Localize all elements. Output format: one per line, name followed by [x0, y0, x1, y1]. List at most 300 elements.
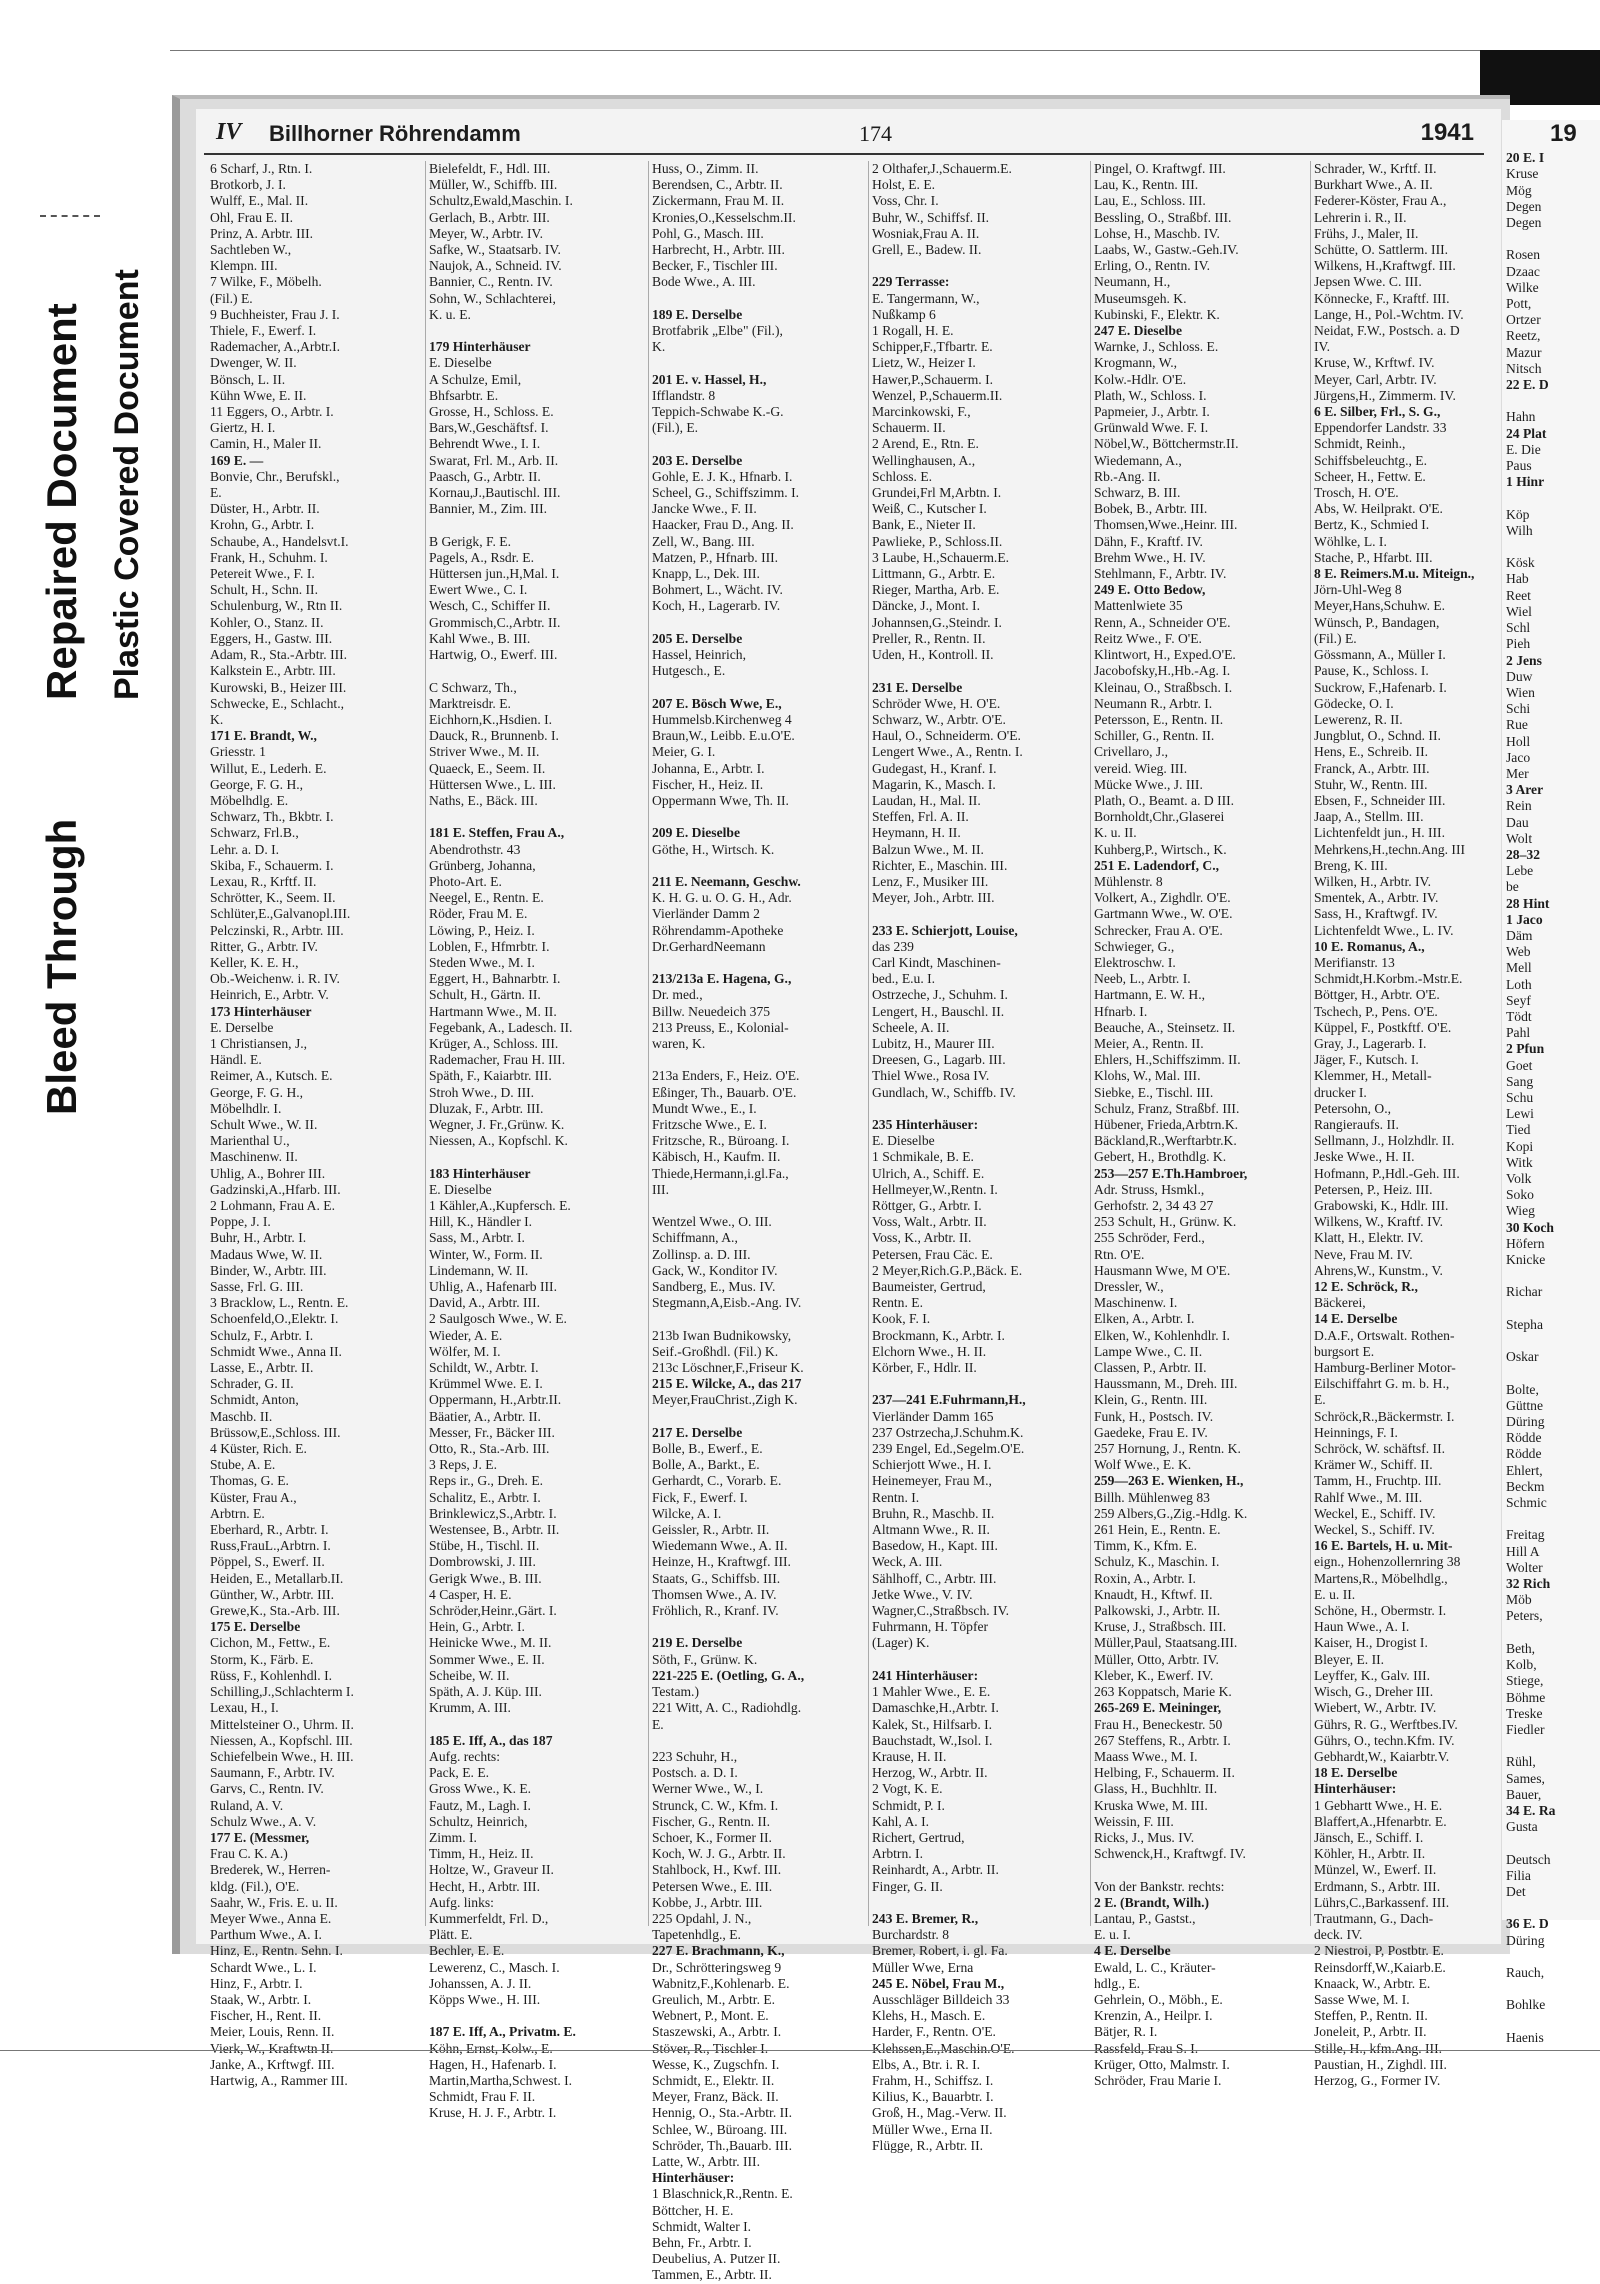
- entry-line: Dr., Schrötteringsweg 9: [652, 1959, 782, 1975]
- entry-line: Voss, Chr. I.: [872, 193, 939, 209]
- entry-line: Strunck, C. W., Kfm. I.: [652, 1797, 779, 1813]
- entry-line: (Fil.) E.: [210, 290, 253, 306]
- entry-line: Göthe, H., Wirtsch. K.: [652, 841, 775, 857]
- side-labels: [30, 230, 150, 1130]
- entry-line: Crivellaro, J.,: [1094, 744, 1168, 760]
- entry-line: 4 E. Derselbe: [1094, 1943, 1171, 1959]
- entry-line: Lampe Wwe., C. II.: [1094, 1343, 1203, 1359]
- entry-line: [429, 663, 644, 679]
- entry-line: Krüger, Otto, Malmstr. I.: [1094, 2056, 1230, 2072]
- entry-line: Baumeister, Gertrud,: [872, 1279, 986, 1295]
- entry-line: Klohs, W., Mal. III.: [1094, 1068, 1201, 1084]
- entry-line: Adam, R., Sta.-Arbtr. III.: [210, 647, 348, 663]
- entry-line: Heinrich, E., Arbtr. V.: [210, 987, 329, 1003]
- entry-line: Reps ir., G., Dreh. E.: [429, 1473, 544, 1489]
- entry-line: Fischer, G., Rentn. II.: [652, 1813, 771, 1829]
- entry-line: Schröder,Heinr.,Gärt. I.: [429, 1603, 557, 1619]
- entry-line: Küster, Frau A.,: [210, 1489, 297, 1505]
- entry-line: Hawer,P.,Schauerm. I.: [872, 371, 994, 387]
- adjacent-entry-line: Däm: [1506, 927, 1533, 943]
- entry-line: Hens, E., Schreib. II.: [1314, 744, 1429, 760]
- entry-line: Gührs, O., techn.Kfm. IV.: [1314, 1732, 1455, 1748]
- entry-line: 245 E. Nöbel, Frau M.,: [872, 1975, 1005, 1991]
- entry-line: [429, 517, 644, 533]
- entry-line: 241 Hinterhäuser:: [872, 1667, 979, 1683]
- entry-line: Harder, F., Rentn. O'E.: [872, 2024, 996, 2040]
- entry-line: Saumann, F., Arbtr. IV.: [210, 1765, 335, 1781]
- entry-line: [652, 1198, 867, 1214]
- entry-line: Brinklewicz,S.,Arbtr. I.: [429, 1505, 557, 1521]
- entry-line: Brotkorb, J. I.: [210, 177, 286, 193]
- entry-line: Reinhardt, A., Arbtr. II.: [872, 1862, 999, 1878]
- entry-line: Thiel Wwe., Rosa IV.: [872, 1068, 990, 1084]
- entry-line: Aufg. links:: [429, 1894, 494, 1910]
- entry-line: Braun,W., Leibb. E.u.O'E.: [652, 728, 795, 744]
- adjacent-entry-line: Böhme: [1506, 1689, 1546, 1705]
- adjacent-entry-line: Nitsch: [1506, 360, 1542, 376]
- entry-line: Rangieraufs. II.: [1314, 1116, 1399, 1132]
- entry-line: Bornholdt,Chr.,Glaserei: [1094, 809, 1225, 825]
- entry-line: 219 E. Derselbe: [652, 1635, 743, 1651]
- entry-line: 211 E. Neemann, Geschw.: [652, 873, 801, 889]
- entry-line: Beauche, A., Steinsetz. II.: [1094, 1019, 1236, 1035]
- entry-line: Schulz Wwe., A. V.: [210, 1813, 317, 1829]
- entry-line: Ifflandstr. 8: [652, 387, 716, 403]
- entry-line: Kruska Wwe, M. III.: [1094, 1797, 1208, 1813]
- entry-line: Schröck, W. schäftsf. II.: [1314, 1441, 1445, 1457]
- entry-line: Mühlenstr. 8: [1094, 873, 1163, 889]
- entry-line: Schaube, A., Handelsvt.I.: [210, 533, 349, 549]
- entry-line: E. u. I.: [1094, 1927, 1131, 1943]
- entry-line: Nöbel,W., Böttchermstr.II.: [1094, 436, 1239, 452]
- adjacent-entry-line: Seyf: [1506, 992, 1531, 1008]
- entry-line: Bohmert, L., Wächt. IV.: [652, 582, 783, 598]
- entry-line: Bleyer, E. II.: [1314, 1651, 1385, 1667]
- entry-line: Seif.-Großhdl. (Fil.) K.: [652, 1343, 779, 1359]
- adjacent-entry-line: 1 Hinr: [1506, 474, 1545, 490]
- entry-line: Eichhorn,K.,Hsdien. I.: [429, 711, 553, 727]
- entry-line: Schoenfeld,O.,Elektr. I.: [210, 1311, 339, 1327]
- repaired-document-label: Repaired Document: [38, 303, 85, 700]
- adjacent-entry-line: Kopi: [1506, 1138, 1534, 1154]
- entry-line: Voss, K., Arbtr. II.: [872, 1230, 972, 1246]
- entry-line: Wiedemann, A.,: [1094, 452, 1182, 468]
- entry-line: Jacobofsky,H.,Hb.-Ag. I.: [1094, 663, 1231, 679]
- adjacent-entry-line: Düring: [1506, 1932, 1545, 1948]
- entry-line: Kubinski, F., Elektr. K.: [1094, 306, 1220, 322]
- entry-line: 213 Preuss, E., Kolonial-: [652, 1019, 789, 1035]
- entry-line: Lasse, E., Arbtr. II.: [210, 1360, 314, 1376]
- entry-line: Von der Bankstr. rechts:: [1094, 1878, 1225, 1894]
- adjacent-entry-line: Wieg: [1506, 1203, 1535, 1219]
- entry-line: Schröck,R.,Bäckermstr. I.: [1314, 1408, 1455, 1424]
- entry-line: 257 Hornung, J., Rentn. K.: [1094, 1441, 1241, 1457]
- entry-line: Gebhardt,W., Kaiarbtr.V.: [1314, 1748, 1450, 1764]
- entry-line: Heymann, H. II.: [872, 825, 961, 841]
- entry-line: Lantau, P., Gastst.,: [1094, 1910, 1196, 1926]
- entry-line: Bäatier, A., Arbtr. II.: [429, 1408, 541, 1424]
- entry-line: Wesse, K., Zugschfn. I.: [652, 2056, 780, 2072]
- entry-line: 4 Casper, H. E.: [429, 1586, 512, 1602]
- entry-line: Uhlig, A., Bohrer III.: [210, 1165, 326, 1181]
- entry-line: Däncke, J., Mont. I.: [872, 598, 980, 614]
- entry-line: Arbtrn. E.: [210, 1505, 265, 1521]
- entry-line: Stache, P., Hfarbt. III.: [1314, 549, 1433, 565]
- entry-line: Papmeier, J., Arbtr. I.: [1094, 404, 1210, 420]
- directory-col3: [652, 161, 867, 2283]
- entry-line: Klehs, H., Masch. E.: [872, 2008, 986, 2024]
- entry-line: IV.: [1314, 339, 1330, 355]
- entry-line: Gundlach, W., Schiffb. IV.: [872, 1084, 1016, 1100]
- entry-line: [872, 258, 1087, 274]
- entry-line: Striver Wwe., M. II.: [429, 744, 540, 760]
- adjacent-entry-line: Witk: [1506, 1154, 1533, 1170]
- bleed-through-label: Bleed Through: [38, 818, 85, 1115]
- entry-line: Hartwig, A., Rammer III.: [210, 2072, 348, 2088]
- entry-line: Stehlmann, F., Arbtr. IV.: [1094, 566, 1227, 582]
- entry-line: Ob.-Weichenw. i. R. IV.: [210, 971, 340, 987]
- entry-line: Hofmann, P.,Hdl.-Geh. III.: [1314, 1165, 1460, 1181]
- entry-line: Neeb, L., Arbtr. I.: [1094, 971, 1191, 987]
- entry-line: Martin,Martha,Schwest. I.: [429, 2072, 573, 2088]
- entry-line: Werner Wwe., W., I.: [652, 1781, 764, 1797]
- entry-line: Naujok, A., Schneid. IV.: [429, 258, 562, 274]
- year-label: 1941: [1420, 119, 1474, 146]
- entry-line: bed., E.u. I.: [872, 971, 936, 987]
- entry-line: 2 Vogt, K. E.: [872, 1781, 943, 1797]
- entry-line: Hinterhäuser:: [652, 2170, 735, 2186]
- entry-line: Pack, E. E.: [429, 1765, 490, 1781]
- adjacent-entry-line: Web: [1506, 944, 1531, 960]
- entry-line: Ewert Wwe., C. I.: [429, 582, 528, 598]
- entry-line: 189 E. Derselbe: [652, 306, 743, 322]
- entry-line: vereid. Wieg. III.: [1094, 760, 1188, 776]
- adjacent-entry-line: Freitag: [1506, 1527, 1545, 1543]
- entry-line: Späth, A. J. Küp. III.: [429, 1684, 542, 1700]
- entry-line: Schöne, H., Obermstr. I.: [1314, 1603, 1447, 1619]
- entry-line: Kook, F. I.: [872, 1311, 931, 1327]
- entry-line: Kruse, J., Straßbsch. III.: [1094, 1619, 1227, 1635]
- entry-line: E. Dieselbe: [429, 355, 492, 371]
- entry-line: 177 E. (Messmer,: [210, 1829, 310, 1845]
- entry-line: Saahr, W., Fris. E. u. II.: [210, 1894, 338, 1910]
- entry-line: Elbs, A., Btr. i. R. I.: [872, 2056, 981, 2072]
- entry-line: 203 E. Derselbe: [652, 452, 743, 468]
- entry-line: Lexau, H., I.: [210, 1700, 279, 1716]
- entry-line: Pause, K., Schloss. I.: [1314, 663, 1429, 679]
- entry-line: Lau, E., Schloss. III.: [1094, 193, 1206, 209]
- entry-line: 179 Hinterhäuser: [429, 339, 531, 355]
- entry-line: Klintwort, H., Exped.O'E.: [1094, 647, 1236, 663]
- entry-line: Kleber, K., Ewerf. IV.: [1094, 1667, 1214, 1683]
- adjacent-entry-line: Reet: [1506, 587, 1531, 603]
- entry-line: Neidat, F.W., Postsch. a. D: [1314, 323, 1460, 339]
- entry-line: Greulich, M., Arbtr. E.: [652, 1991, 776, 2007]
- entry-line: Dauck, R., Brunnenb. I.: [429, 728, 559, 744]
- adjacent-entry-line: Möb: [1506, 1592, 1532, 1608]
- entry-line: Lexau, R., Krftf. II.: [210, 873, 317, 889]
- entry-line: Lau, K., Rentn. III.: [1094, 177, 1199, 193]
- entry-line: Bätjer, R. I.: [1094, 2024, 1158, 2040]
- entry-line: Kruse, W., Krftwf. IV.: [1314, 355, 1435, 371]
- entry-line: Kohler, O., Stanz. II.: [210, 614, 324, 630]
- entry-line: Wolf Wwe., E. K.: [1094, 1457, 1192, 1473]
- entry-line: Schult Wwe., W. II.: [210, 1116, 318, 1132]
- entry-line: Kornau,J.,Bautischl. III.: [429, 485, 561, 501]
- column-divider: [648, 161, 649, 1926]
- adjacent-entry-line: [1502, 1268, 1600, 1284]
- entry-line: Staats, G., Schiffsb. III.: [652, 1570, 781, 1586]
- entry-line: Münzel, W., Ewerf. II.: [1314, 1862, 1437, 1878]
- entry-line: 217 E. Derselbe: [652, 1424, 743, 1440]
- entry-line: Brotfabrik „Elbe" (Fil.),: [652, 323, 783, 339]
- entry-line: Kurowski, B., Heizer III.: [210, 679, 347, 695]
- entry-line: 225 Opdahl, J. N.,: [652, 1910, 752, 1926]
- entry-line: Thomsen,Wwe.,Heinr. III.: [1094, 517, 1238, 533]
- entry-line: Ehlers, H.,Schiffszimm. II.: [1094, 1052, 1241, 1068]
- header-rule: [204, 153, 1484, 155]
- entry-line: K.: [210, 711, 224, 727]
- entry-line: Schloss. E.: [872, 468, 933, 484]
- entry-line: Oppermann, H.,Arbtr.II.: [429, 1392, 562, 1408]
- entry-line: Ausschläger Billdeich 33: [872, 1991, 1010, 2007]
- entry-line: Bremer, Robert, i. gl. Fa.: [872, 1943, 1008, 1959]
- entry-line: 267 Steffens, R., Arbtr. I.: [1094, 1732, 1231, 1748]
- entry-line: Grundei,Frl M,Arbtn. I.: [872, 485, 1002, 501]
- column-divider: [1310, 161, 1311, 1926]
- entry-line: Gaedeke, Frau E. IV.: [1094, 1424, 1208, 1440]
- entry-line: Lührs,C.,Barkassenf. III.: [1314, 1894, 1450, 1910]
- entry-line: Bobek, B., Arbtr. III.: [1094, 501, 1208, 517]
- entry-line: Köhler, H., Arbtr. II.: [1314, 1846, 1426, 1862]
- entry-line: 10 E. Romanus, A.,: [1314, 938, 1425, 954]
- entry-line: Dr. med.,: [652, 987, 703, 1003]
- entry-line: Lohse, H., Maschb. IV.: [1094, 225, 1220, 241]
- entry-line: Meier, Louis, Renn. II.: [210, 2024, 335, 2040]
- scanned-sheet: [172, 95, 1510, 2283]
- adjacent-entry-line: Köp: [1506, 506, 1530, 522]
- entry-line: [429, 1717, 644, 1733]
- entry-line: Wilcke, A. I.: [652, 1505, 722, 1521]
- entry-line: Knapp, L., Dek. III.: [652, 566, 760, 582]
- entry-line: Johanssen, A. J. II.: [429, 1975, 532, 1991]
- entry-line: Gebert, H., Brothdlg. K.: [1094, 1149, 1227, 1165]
- entry-line: Kummerfeldt, Frl. D.,: [429, 1910, 549, 1926]
- adjacent-entry-line: Pahl: [1506, 1025, 1531, 1041]
- entry-line: Scheibe, W. II.: [429, 1667, 510, 1683]
- entry-line: Leyffer, K., Galv. III.: [1314, 1667, 1431, 1683]
- entry-line: Ahrens,W., Kunstm., V.: [1314, 1262, 1443, 1278]
- entry-line: Weck, A. III.: [872, 1554, 943, 1570]
- entry-line: Kalkstein E., Arbtr. III.: [210, 663, 336, 679]
- entry-line: Federer-Köster, Frau A.,: [1314, 193, 1447, 209]
- entry-line: Reimer, A., Kutsch. E.: [210, 1068, 333, 1084]
- entry-line: Krause, H. II.: [872, 1748, 947, 1764]
- entry-line: Griesstr. 1: [210, 744, 266, 760]
- entry-line: 185 E. Iff, A., das 187: [429, 1732, 553, 1748]
- entry-line: Hill, K., Händler I.: [429, 1214, 533, 1230]
- entry-line: [872, 1101, 1087, 1117]
- entry-line: Binder, W., Arbtr. III.: [210, 1262, 327, 1278]
- entry-line: Kolw.-Hdlr. O'E.: [1094, 371, 1187, 387]
- entry-line: Wenzel, P.,Schauerm.II.: [872, 387, 1003, 403]
- adjacent-entry-line: Hab: [1506, 571, 1529, 587]
- directory-col4: [872, 161, 1087, 2153]
- entry-line: Loblen, F., Hfmrbtr. I.: [429, 938, 550, 954]
- adjacent-entry-line: Duw: [1506, 668, 1533, 684]
- entry-line: Rentn. E.: [872, 1295, 923, 1311]
- adjacent-entry-line: Bohlke: [1506, 1997, 1546, 2013]
- entry-line: Schulz, K., Maschin. I.: [1094, 1554, 1220, 1570]
- entry-line: Schlee, W., Büroang. III.: [652, 2121, 788, 2137]
- entry-line: Heiden, E., Metallarb.II.: [210, 1570, 344, 1586]
- adjacent-entry-line: Treske: [1506, 1705, 1543, 1721]
- entry-line: Blaffert,A.,Hfenarbtr. E.: [1314, 1813, 1447, 1829]
- entry-line: Stöver, R., Tischler I.: [652, 2040, 769, 2056]
- adjacent-entry-line: Loth: [1506, 976, 1532, 992]
- entry-line: 6 Scharf, J., Rtn. I.: [210, 161, 313, 176]
- entry-line: 3 Laube, H.,Schauerm.E.: [872, 549, 1010, 565]
- entry-line: Jörn-Uhl-Weg 8: [1314, 582, 1402, 598]
- entry-line: Dähn, F., Kraftf. IV.: [1094, 533, 1203, 549]
- adjacent-entry-line: Haenis: [1506, 2029, 1544, 2045]
- entry-line: Schröder, Th.,Bauarb. III.: [652, 2137, 793, 2153]
- entry-line: Storm, K., Färb. E.: [210, 1651, 314, 1667]
- entry-line: Grabowski, K., Hdlr. III.: [1314, 1198, 1449, 1213]
- entry-line: Fröhlich, R., Kranf. IV.: [652, 1603, 779, 1619]
- entry-line: Maschinenw. I.: [1094, 1295, 1178, 1311]
- entry-line: Krohn, G., Arbtr. I.: [210, 517, 315, 533]
- entry-line: Bhfsarbtr. E.: [429, 387, 499, 403]
- entry-line: kldg. (Fil.), O'E.: [210, 1878, 300, 1894]
- entry-line: 213b Iwan Budnikowsky,: [652, 1327, 792, 1343]
- adjacent-entry-line: Dau: [1506, 814, 1529, 830]
- entry-line: Grell, E., Badew. II.: [872, 242, 982, 258]
- entry-line: 215 E. Wilcke, A., das 217: [652, 1376, 802, 1392]
- entry-line: Uden, H., Kontroll. II.: [872, 647, 994, 663]
- entry-line: Dreesen, G., Lagarb. III.: [872, 1052, 1006, 1068]
- entry-line: Niessen, A., Kopfschl. K.: [429, 1133, 568, 1149]
- entry-line: 1 Schmikale, B. E.: [872, 1149, 974, 1165]
- adjacent-entry-line: Kösk: [1506, 555, 1535, 571]
- adjacent-entry-line: Rödde: [1506, 1446, 1542, 1462]
- entry-line: Wagner,C.,Straßbsch. IV.: [872, 1603, 1010, 1619]
- entry-line: Sachtleben W.,: [210, 242, 292, 258]
- entry-line: Klemmer, H., Metall-: [1314, 1068, 1432, 1084]
- entry-line: Burchardstr. 8: [872, 1927, 950, 1943]
- entry-line: Krämer W., Schiff. II.: [1314, 1457, 1433, 1473]
- entry-line: Rb.-Ang. II.: [1094, 468, 1161, 484]
- entry-line: Bank, E., Nieter II.: [872, 517, 976, 533]
- entry-line: Tapetenhdlg., E.: [652, 1927, 741, 1943]
- entry-line: Timm, H., Heiz. II.: [429, 1846, 534, 1862]
- entry-line: Martens,R., Möbelhdlg.,: [1314, 1570, 1448, 1586]
- entry-line: Kleinau, O., Straßbsch. I.: [1094, 679, 1233, 695]
- entry-line: Holtze, W., Graveur II.: [429, 1862, 554, 1878]
- entry-line: Eppendorfer Landstr. 33: [1314, 420, 1447, 436]
- entry-line: 2 Meyer,Rich.G.P.,Bäck. E.: [872, 1262, 1023, 1278]
- entry-line: Bönsch, L. II.: [210, 371, 286, 387]
- entry-line: Koch, H., Lagerarb. IV.: [652, 598, 781, 614]
- entry-line: Schipper,F.,Tfbartr. E.: [872, 339, 993, 355]
- top-frame-line: [170, 50, 1600, 51]
- entry-line: Brüssow,E.,Schloss. III.: [210, 1424, 341, 1440]
- entry-line: A Schulze, Emil,: [429, 371, 522, 387]
- entry-line: Tammen, E., Arbtr. II.: [652, 2267, 772, 2283]
- entry-line: Johanna, E., Arbtr. I.: [652, 760, 765, 776]
- entry-line: Weiß, C., Kutscher I.: [872, 501, 987, 517]
- entry-line: Fautz, M., Lagh. I.: [429, 1797, 531, 1813]
- adjacent-entry-line: 32 Rich: [1506, 1576, 1551, 1592]
- adjacent-entry-line: 20 E. I: [1506, 150, 1545, 166]
- adjacent-entry-line: Pott,: [1506, 296, 1532, 312]
- entry-line: Jetke Wwe., V. IV.: [872, 1586, 973, 1602]
- entry-line: Jänsch, E., Schiff. I.: [1314, 1829, 1424, 1845]
- entry-line: 237 Ostrzecha,J.Schuhm.K.: [872, 1424, 1024, 1440]
- entry-line: Staszewski, A., Arbtr. I.: [652, 2024, 782, 2040]
- adjacent-entry-line: [1502, 2014, 1600, 2030]
- adjacent-entry-line: [1502, 1511, 1600, 1527]
- entry-line: Breng, K. III.: [1314, 857, 1388, 873]
- entry-line: Mücke Wwe., J. III.: [1094, 776, 1203, 792]
- adjacent-entry-line: [1502, 1900, 1600, 1916]
- adjacent-entry-line: 24 Plat: [1506, 425, 1547, 441]
- adjacent-entry-line: [1502, 1365, 1600, 1381]
- entry-line: Suckrow, F.,Hafenarb. I.: [1314, 679, 1447, 695]
- entry-line: Marcinkowski, F.,: [872, 404, 971, 420]
- entry-line: Hellmeyer,W.,Rentn. I.: [872, 1181, 998, 1197]
- entry-line: 247 E. Dieselbe: [1094, 323, 1182, 339]
- entry-line: Ostrzeche, J., Schuhm. I.: [872, 987, 1008, 1003]
- adjacent-entry-line: Peters,: [1506, 1608, 1543, 1624]
- entry-line: Scheel, G., Schiffszimm. I.: [652, 485, 799, 501]
- entry-line: Meyer,FrauChrist.,Zigh K.: [652, 1392, 798, 1408]
- entry-line: Heinemeyer, Frau M.,: [872, 1473, 992, 1489]
- entry-line: Söth, F., Grünw. K.: [652, 1651, 758, 1667]
- entry-line: Wulff, E., Mal. II.: [210, 193, 309, 209]
- entry-line: Sass, H., Kraftwgf. IV.: [1314, 906, 1438, 922]
- entry-line: Stroh Wwe., D. III.: [429, 1084, 535, 1100]
- entry-line: III.: [652, 1181, 669, 1197]
- entry-line: Hecht, H., Arbtr. III.: [429, 1878, 540, 1894]
- entry-line: Krüger, A., Schloss. III.: [429, 1035, 559, 1051]
- entry-line: Adr. Struss, Hsmkl.,: [1094, 1181, 1205, 1197]
- entry-line: Meyer Wwe., Anna E.: [210, 1910, 332, 1926]
- entry-line: Schmidt, P. I.: [872, 1797, 945, 1813]
- entry-line: 3 Reps, J. E.: [429, 1457, 497, 1473]
- adjacent-page-number: 19: [1550, 120, 1577, 147]
- adjacent-entry-line: [1502, 490, 1600, 506]
- entry-line: Lewerenz, R. II.: [1314, 711, 1403, 727]
- entry-line: Wellinghausen, A.,: [872, 452, 976, 468]
- entry-line: Fuhrmann, H. Töpfer: [872, 1619, 989, 1635]
- adjacent-entry-line: be: [1506, 879, 1519, 895]
- adjacent-entry-line: Kolb,: [1506, 1657, 1537, 1673]
- section-number: IV: [216, 119, 242, 145]
- entry-line: Hinz, E., Rentn. Sehn. I.: [210, 1943, 343, 1959]
- entry-line: Elchorn Wwe., H. II.: [872, 1343, 987, 1359]
- entry-line: Bäckerei,: [1314, 1295, 1366, 1311]
- entry-line: 2 Lohmann, Frau A. E.: [210, 1198, 335, 1213]
- entry-line: 205 E. Derselbe: [652, 630, 743, 646]
- entry-line: Reinsdorff,W.,Kaiarb.E.: [1314, 1959, 1446, 1975]
- entry-line: Naths, E., Bäck. III.: [429, 792, 538, 808]
- adjacent-entry-line: Lewi: [1506, 1106, 1534, 1122]
- entry-line: Becker, F., Tischler III.: [652, 258, 778, 274]
- entry-line: Bechler, E. E.: [429, 1943, 505, 1959]
- entry-line: [652, 809, 867, 825]
- entry-line: Schröder Wwe, H. O'E.: [872, 695, 1001, 711]
